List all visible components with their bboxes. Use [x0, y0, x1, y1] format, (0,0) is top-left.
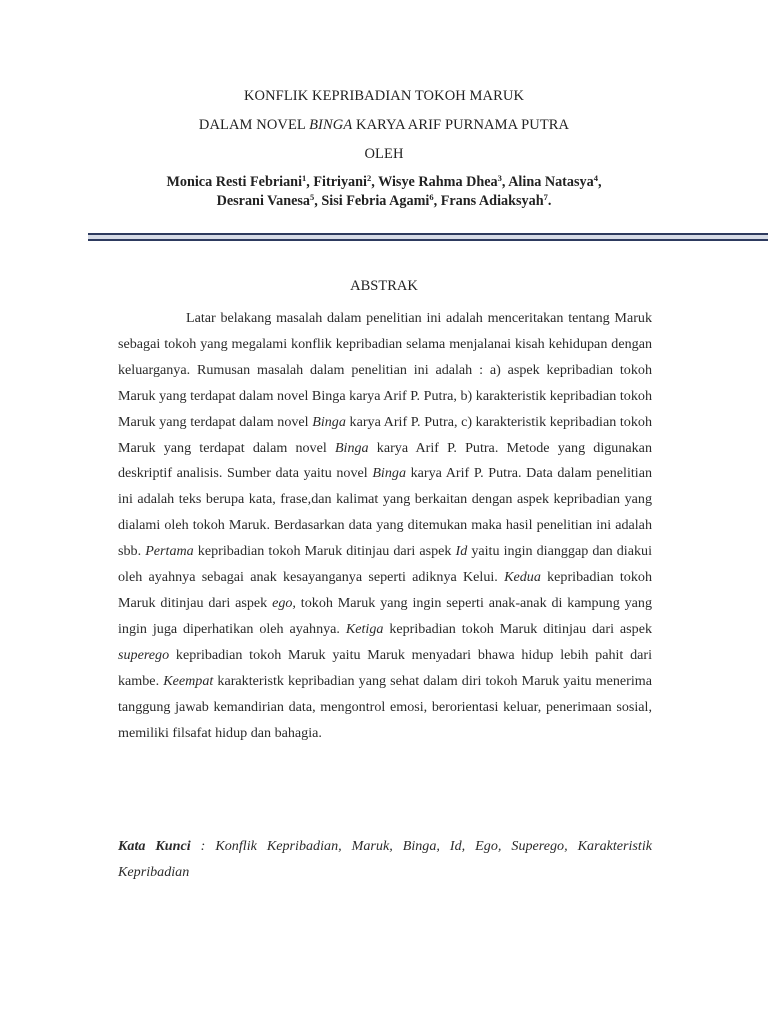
abstract-text: kepribadian tokoh Maruk ditinjau dari aspek — [193, 543, 456, 560]
abstract-text: kepribadian tokoh Maruk yaitu Maruk menyadari bhawa hidup lebih pahit dari kambe. — [118, 646, 652, 689]
author-separator: , — [597, 174, 602, 190]
author-separator: , — [314, 193, 322, 209]
author-affiliation-number: 6 — [429, 192, 434, 202]
abstract-italic: Ketiga — [345, 620, 384, 637]
author-affiliation-number: 2 — [366, 173, 372, 183]
abstract-text: kepribadian tokoh Maruk ditinjau dari aspek — [383, 620, 652, 637]
title-novel-name: BINGA — [309, 117, 353, 133]
abstract-text: karya Arif P. Putra. Data dalam penelitian ini adalah teks berupa kata, frase,dan kalimat yang berkaitan dengan aspek kepribadian yang dialami oleh tokoh Maruk. Berdasarkan data yang ditemukan maka hasil penelitian ini adalah sbb. — [118, 465, 652, 560]
section-divider — [88, 233, 768, 241]
author-separator: , — [501, 174, 509, 190]
author-affiliation-number: 5 — [310, 192, 315, 202]
author-name: Desrani Vanesa — [216, 193, 311, 209]
keywords-label: Kata Kunci — [118, 838, 191, 854]
abstract-italic: Keempat — [163, 672, 214, 689]
paper-title-line-2 — [0, 117, 768, 134]
abstract-body — [118, 306, 652, 746]
keywords-list: : Konflik Kepribadian, Maruk, Binga, Id, Ego, Superego, Karakteristik Kepribadian — [118, 838, 653, 880]
author-separator: , — [371, 174, 379, 190]
author-list-end: . — [547, 193, 552, 209]
abstract-italic: Pertama — [145, 543, 194, 560]
author-name: Alina Natasya — [508, 174, 594, 190]
abstract-italic: Kedua — [504, 569, 541, 586]
author-name: Wisye Rahma Dhea — [378, 174, 498, 190]
keywords — [118, 834, 652, 886]
abstract-italic: Binga — [312, 413, 346, 430]
author-name: Monica Resti Febriani — [166, 174, 303, 190]
abstract-text: karya Arif P. Putra. Metode yang digunakan deskriptif analisis. Sumber data yaitu novel — [118, 439, 652, 482]
paper-title-line-1: KONFLIK KEPRIBADIAN TOKOH MARUK — [243, 88, 525, 104]
abstract-text: yaitu ingin dianggap dan diakui oleh ayahnya sebagai anak kesayanganya seperti adiknya Kelui. — [118, 543, 652, 586]
title-line2-prefix: DALAM NOVEL — [198, 117, 310, 133]
abstract-heading: ABSTRAK — [350, 278, 418, 294]
abstract-italic: superego — [118, 646, 170, 663]
abstract-italic: Binga — [334, 439, 369, 456]
abstract-italic: Id — [455, 543, 468, 560]
author-affiliation-number: 4 — [593, 173, 598, 183]
abstract-text: karya Arif P. Putra, c) karakteristik kepribadian tokoh Maruk yang terdapat dalam novel — [118, 413, 652, 456]
author-separator: , — [306, 174, 314, 190]
abstract-italic: Binga — [372, 465, 406, 482]
abstract-italic: ego, — [272, 594, 296, 611]
paper-title-line-3: OLEH — [364, 146, 404, 162]
author-affiliation-number: 7 — [543, 192, 548, 202]
author-affiliation-number: 3 — [497, 173, 502, 183]
abstract-text: kepribadian tokoh Maruk ditinjau dari aspek — [118, 569, 652, 611]
author-name: Sisi Febria Agami — [321, 193, 430, 209]
abstract-text: Latar belakang masalah dalam penelitian ini adalah menceritakan tentang Maruk sebagai tokoh yang megalami konflik kepribadian selama menjalanai kisah kehidupan dengan keluarganya. Rumusan masalah dalam penelitian ini adalah : a) aspek kepribadian tokoh Maruk yang terdapat dalam novel Binga karya Arif P. Putra, b) karakteristik kepribadian tokoh Maruk yang terdapat dalam novel — [118, 310, 652, 430]
abstract-text: tokoh Maruk yang ingin seperti anak-anak di kampung yang ingin juga diperhatikan oleh ayahnya. — [118, 594, 652, 637]
abstract-text: karakteristk kepribadian yang sehat dalam diri tokoh Maruk yaitu menerima tanggung jawab kemandirian data, mengontrol emosi, berorientasi keluar, penerimaan sosial, memiliki filsafat hidup dan bahagia. — [118, 672, 652, 741]
title-line2-suffix: KARYA ARIF PURNAMA PUTRA — [352, 117, 570, 133]
author-affiliation-number: 1 — [302, 173, 307, 183]
author-name: Fitriyani — [313, 174, 367, 190]
author-separator: , — [433, 193, 441, 209]
author-name: Frans Adiaksyah — [440, 193, 544, 209]
author-list — [0, 173, 768, 211]
